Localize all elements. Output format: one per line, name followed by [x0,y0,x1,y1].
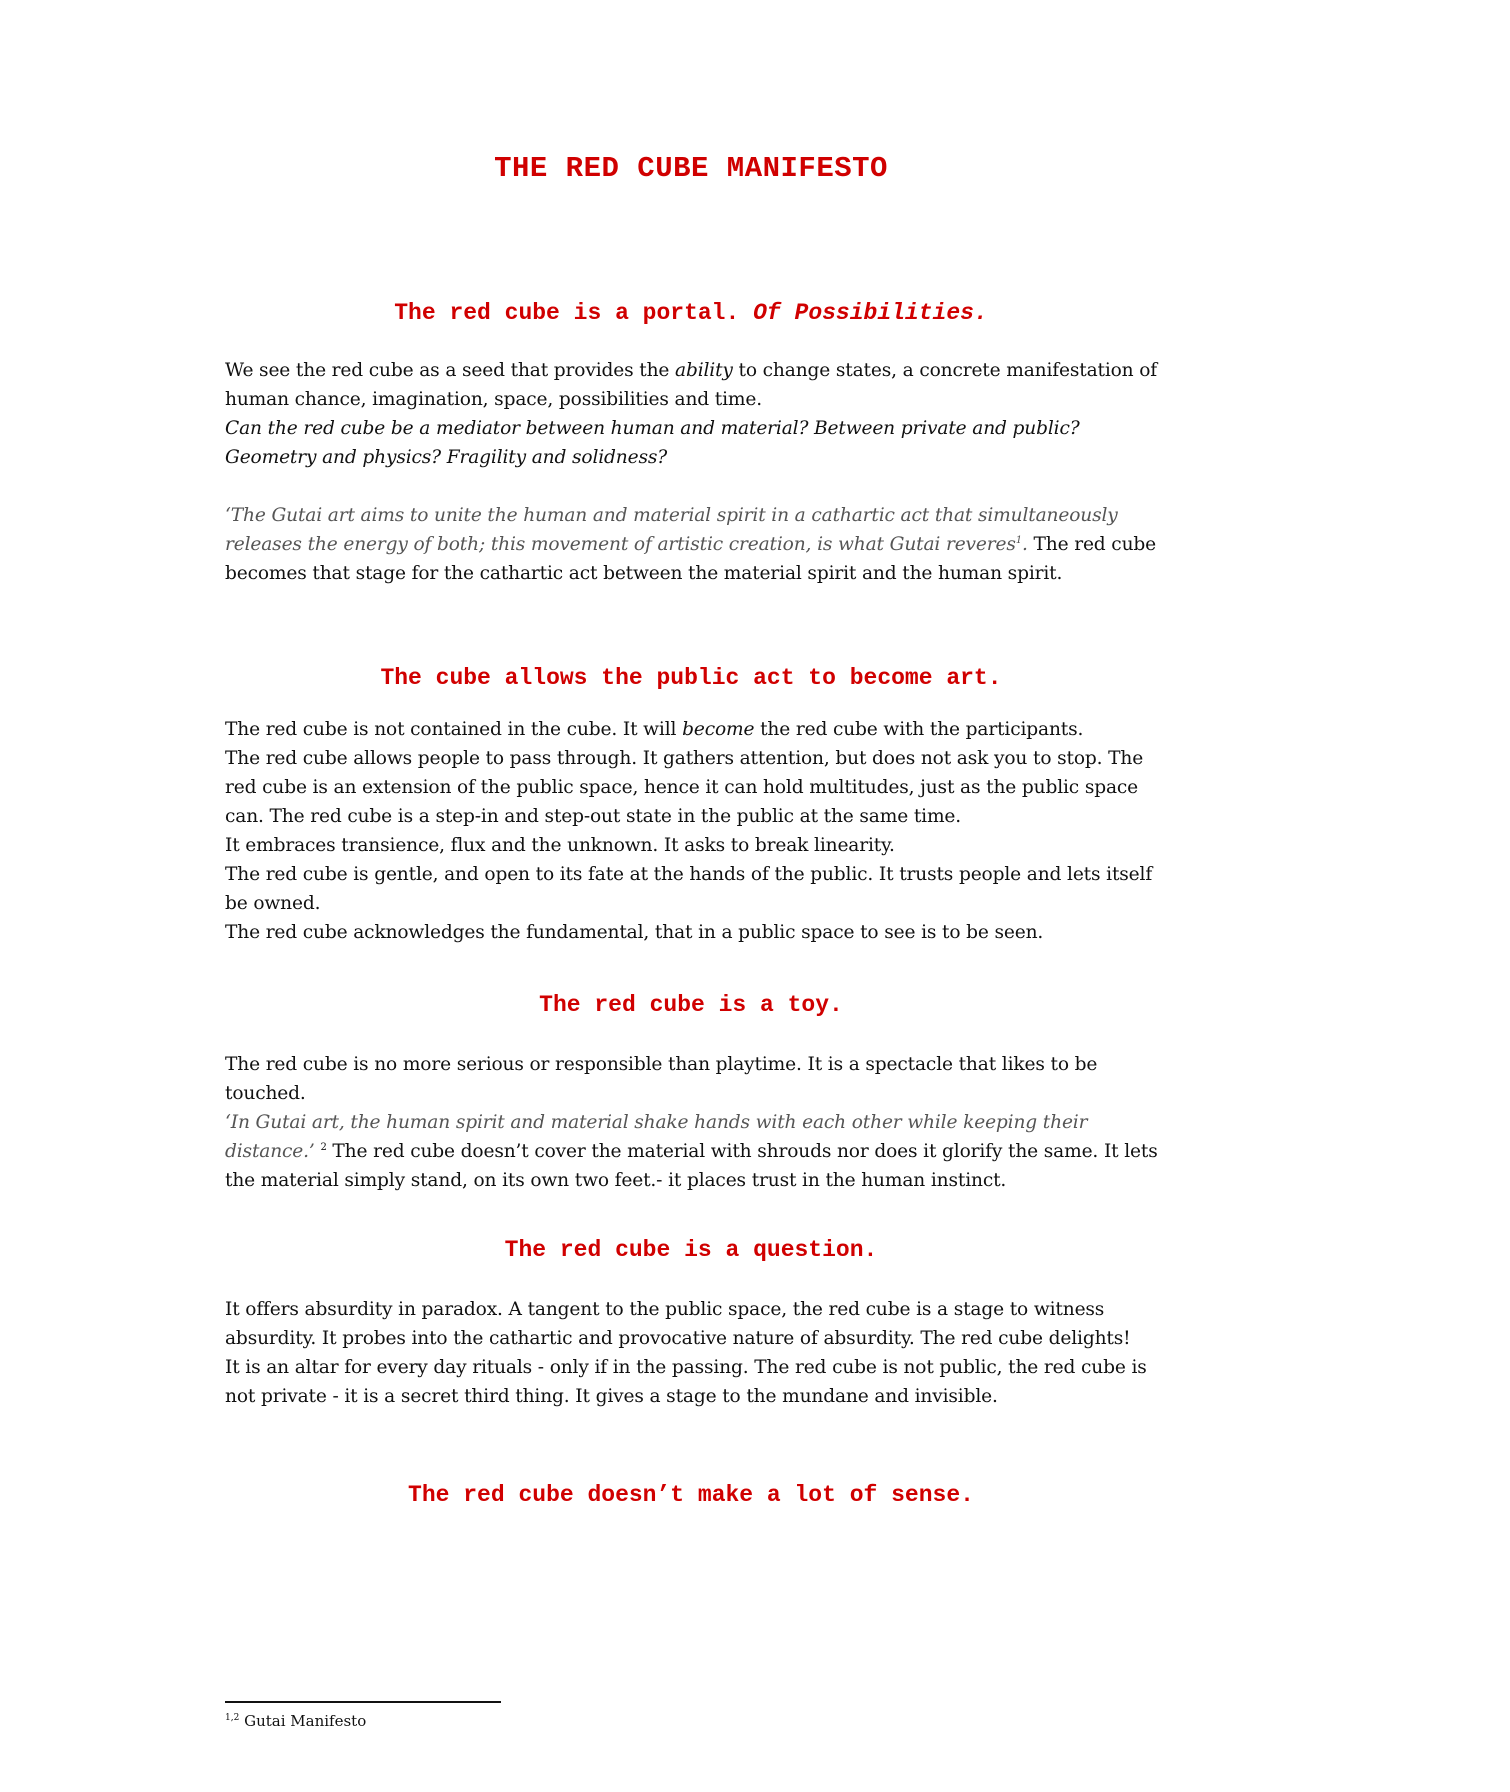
paragraph: The red cube allows people to pass through. It gathers attention, but does not ask you to stop. The red cube is an extension of the public space, hence it can hold multitudes, just as the public space can. The red cube is a step-in and step-out state in the public at the same time. [225,748,1144,827]
footnote-marker: 1 [1015,534,1022,546]
footnote-marker: 1,2 [225,1713,240,1723]
section-heading-toy: The red cube is a toy. [539,992,843,1018]
section-heading-portal [0,300,1382,326]
section-body-toy [225,1050,1160,1195]
section-body-portal [225,356,1160,588]
text-run: The red cube becomes that stage for the cathartic act between the material spirit and the human spirit. [225,534,1157,584]
paragraph: It is an altar for every day rituals - only if in the passing. The red cube is not public, the red cube is not private - it is a secret third thing. It gives a stage to the mundane and invisible. [225,1357,1147,1407]
paragraph-quote [225,1108,1160,1195]
heading-italic-text: Of Possibilities. [753,300,988,326]
section-heading-question: The red cube is a question. [504,1237,878,1263]
paragraph-questions: Can the red cube be a mediator between human and material? Between private and public? Geometry and physics? Fragility and solidness? [225,418,1080,468]
emphasis-text: become [682,719,755,740]
emphasis-text: ability [675,360,733,381]
footnote [225,1712,366,1730]
text-run: We see the red cube as a seed that provides the [225,360,676,381]
section-body-question [225,1295,1160,1411]
paragraph-quote [225,501,1160,588]
footnote-text: Gutai Manifesto [239,1712,367,1730]
paragraph: The red cube is gentle, and open to its fate at the hands of the public. It trusts people and lets itself be owned. [225,864,1153,914]
text-run: the red cube with the participants. [754,719,1084,740]
text-run: to change states, a concrete manifestation of human chance, imagination, space, possibilities and time. [225,360,1158,410]
quote-text-end: . [1021,534,1028,555]
section-heading-sense: The red cube doesn’t make a lot of sense. [408,1482,974,1508]
paragraph: The red cube is no more serious or responsible than playtime. It is a spectacle that likes to be touched. [225,1054,1098,1104]
footnote-marker: 2 [320,1141,327,1153]
heading-text: The red cube is a portal. [394,300,740,326]
paragraph [225,715,1160,744]
text-run: The red cube doesn’t cover the material with shrouds nor does it glorify the same. It lets the material simply stand, on its own two feet.- it places trust in the human instinct. [225,1141,1158,1191]
section-heading-public-act: The cube allows the public act to become art. [380,665,1002,691]
paragraph [225,356,1160,414]
paragraph: It embraces transience, flux and the unknown. It asks to break linearity. [225,835,895,856]
quote-text: ‘In Gutai art, the human spirit and material shake hands with each other while keeping their distance.’ [225,1112,1088,1162]
section-body-public-act [225,715,1160,947]
quote-text: ‘The Gutai art aims to unite the human and material spirit in a cathartic act that simultaneously releases the energy of both; this movement of artistic creation, is what Gutai reveres [225,505,1118,555]
footnote-divider [225,1701,501,1703]
paragraph: The red cube acknowledges the fundamental, that in a public space to see is to be seen. [225,922,1044,943]
text-run: The red cube is not contained in the cube. It will [225,719,683,740]
paragraph: It offers absurdity in paradox. A tangent to the public space, the red cube is a stage to witness absurdity. It probes into the cathartic and provocative nature of absurdity. The red cube delights! [225,1299,1131,1349]
page-title: THE RED CUBE MANIFESTO [494,152,888,185]
